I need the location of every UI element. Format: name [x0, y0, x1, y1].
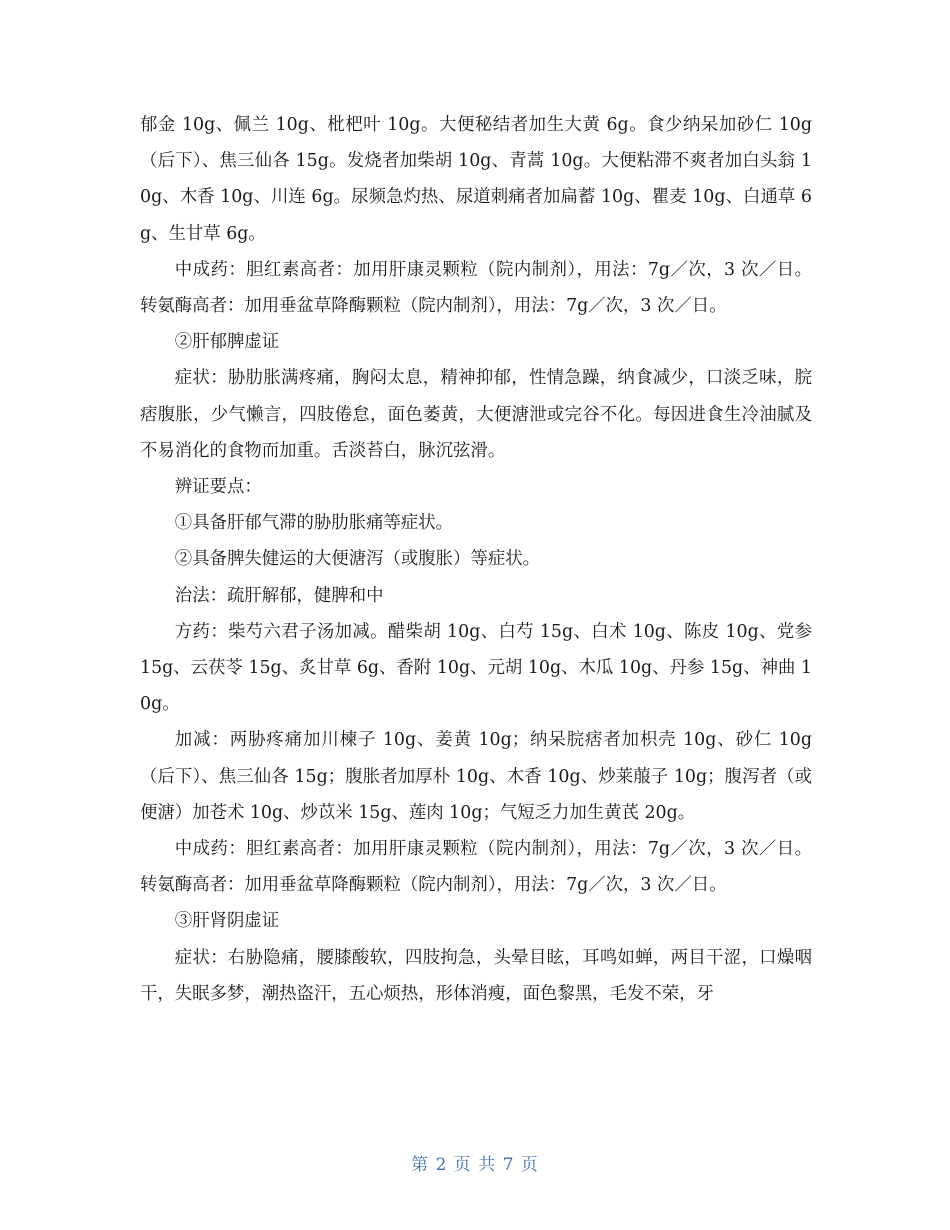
section-heading-3: ③肝肾阴虚证: [174, 911, 280, 932]
paragraph-diagnosis-point-1: ①具备肝郁气滞的胁肋胀痛等症状。: [174, 513, 454, 534]
paragraph-patent-medicine: 中成药：胆红素高者：加用肝康灵颗粒（院内制剂），用法：7g／次，3 次／日。转氨酶高者：加用垂盆草降酶颗粒（院内制剂），用法：7g／次，3 次／日。: [140, 839, 812, 896]
page-footer: 第 2 页 共 7 页: [411, 1155, 539, 1175]
paragraph-1: 郁金 10g、佩兰 10g、枇杷叶 10g。大便秘结者加生大黄 6g。食少纳呆加砂仁 10g（后下）、焦三仙各 15g。发烧者加柴胡 10g、青蒿 10g。大便粘滞不爽者加白头翁 10g、木香 10g、川连 6g。尿频急灼热、尿道刺痛者加扁蓄 10g、瞿麦 10g、白通草 6g、生甘草 6g。: [140, 115, 812, 244]
paragraph-symptoms-3: 症状：右胁隐痛，腰膝酸软，四肢拘急，头晕目眩，耳鸣如蝉，两目干涩，口燥咽干，失眠多梦，潮热盗汗，五心烦热，形体消瘦，面色黎黑，毛发不荣，牙: [140, 947, 812, 1004]
section-heading-2: ②肝郁脾虚证: [174, 332, 280, 353]
paragraph-diagnosis-point-2: ②具备脾失健运的大便溏泻（或腹胀）等症状。: [174, 549, 541, 570]
paragraph-prescription: 方药：柴芍六君子汤加减。醋柴胡 10g、白芍 15g、白术 10g、陈皮 10g、党参 15g、云茯苓 15g、炙甘草 6g、香附 10g、元胡 10g、木瓜 10g、丹参 15g、神曲 10g。: [140, 621, 812, 715]
paragraph-2: 中成药：胆红素高者：加用肝康灵颗粒（院内制剂），用法：7g／次，3 次／日。转氨酶高者：加用垂盆草降酶颗粒（院内制剂），用法：7g／次，3 次／日。: [140, 259, 812, 317]
paragraph-treatment: 治法：疏肝解郁，健脾和中: [174, 585, 384, 606]
paragraph-diagnosis-heading: 辨证要点：: [174, 477, 262, 498]
paragraph-modifications: 加减：两胁疼痛加川楝子 10g、姜黄 10g；纳呆脘痞者加枳壳 10g、砂仁 10g（后下）、焦三仙各 15g；腹胀者加厚朴 10g、木香 10g、炒莱菔子 10g；腹泻者（或便溏）加苍术 10g、炒苡米 15g、莲肉 10g；气短乏力加生黄芪 20g。: [140, 730, 812, 823]
document-body: [140, 107, 812, 1012]
paragraph-symptoms: 症状：胁肋胀满疼痛，胸闷太息，精神抑郁，性情急躁，纳食减少，口淡乏味，脘痞腹胀，少气懒言，四肢倦怠，面色萎黄，大便溏泄或完谷不化。每因进食生冷油腻及不易消化的食物而加重。舌淡苔白，脉沉弦滑。: [140, 368, 812, 461]
